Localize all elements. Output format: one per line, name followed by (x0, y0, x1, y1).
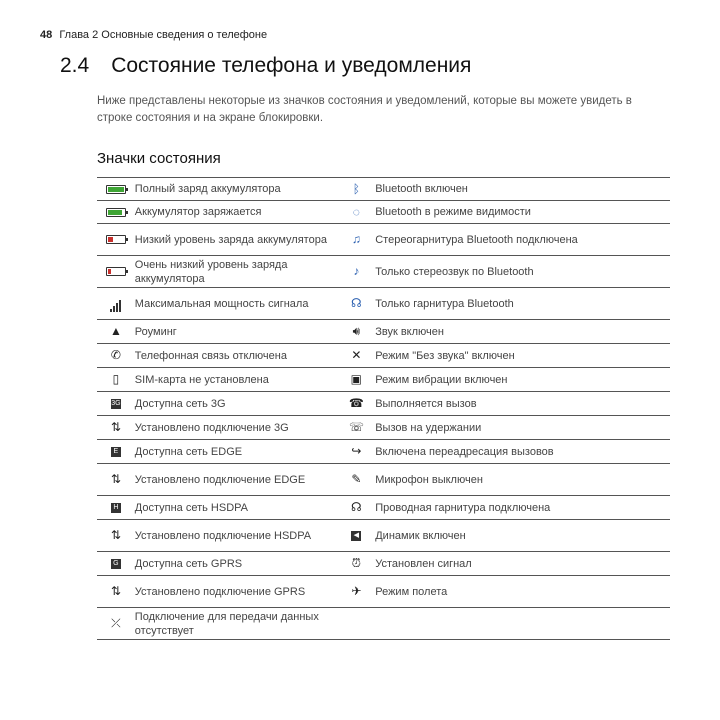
network-hsdpa-icon: H (111, 502, 121, 514)
speaker-on-icon: ◀ (351, 530, 361, 542)
section-number: 2.4 (60, 54, 90, 77)
table-row (97, 224, 670, 256)
table-row (97, 416, 670, 440)
battery-full-icon (106, 183, 126, 195)
icon-cell (337, 552, 375, 576)
icon-cell (97, 440, 135, 464)
icon-cell (97, 608, 135, 640)
alarm-icon: ⏰︎ (351, 556, 362, 570)
status-description: Режим вибрации включен (375, 368, 670, 392)
call-on-hold-icon: ☏ (348, 420, 364, 434)
status-description: Низкий уровень заряда аккумулятора (135, 224, 338, 256)
battery-charging-icon (106, 206, 126, 218)
network-edge-icon: E (111, 446, 121, 458)
call-forwarding-icon: ↪ (351, 444, 362, 458)
connected-3g-icon: ⇅ (110, 420, 121, 434)
status-description: Установлено подключение HSDPA (135, 520, 338, 552)
page-number: 48 (40, 29, 53, 41)
icon-cell (337, 256, 375, 288)
status-description: Доступна сеть EDGE (135, 440, 338, 464)
silent-mode-icon: ✕ (351, 348, 362, 362)
status-description: Включена переадресация вызовов (375, 440, 670, 464)
icon-cell (97, 178, 135, 201)
icon-cell (337, 496, 375, 520)
status-description: Динамик включен (375, 520, 670, 552)
status-description: Только стереозвук по Bluetooth (375, 256, 670, 288)
icon-cell (97, 320, 135, 344)
network-3g-icon: 3G (111, 399, 121, 407)
bluetooth-stereo-headset-icon: ♫ (351, 232, 361, 246)
icon-cell (97, 416, 135, 440)
icon-cell (97, 552, 135, 576)
status-description: Доступна сеть 3G (135, 392, 338, 416)
table-row (97, 288, 670, 320)
table-row (97, 320, 670, 344)
status-description: Аккумулятор заряжается (135, 201, 338, 224)
table-row (97, 576, 670, 608)
icon-cell (97, 344, 135, 368)
table-row (97, 392, 670, 416)
status-description: Вызов на удержании (375, 416, 670, 440)
status-description: Телефонная связь отключена (135, 344, 338, 368)
icon-cell (337, 344, 375, 368)
status-description: Выполняется вызов (375, 392, 670, 416)
vibrate-icon: ▣ (350, 372, 363, 386)
icon-cell (337, 201, 375, 224)
connected-gprs-icon: ⇅ (110, 584, 121, 598)
status-description: Установлено подключение 3G (135, 416, 338, 440)
table-row (97, 256, 670, 288)
table-row (97, 552, 670, 576)
intro-paragraph: Ниже представлены некоторые из значков состояния и уведомлений, которые вы можете увидеть в строке состояния и на экране блокировки. (97, 95, 632, 124)
icon-cell (337, 178, 375, 201)
status-description: Bluetooth включен (375, 178, 670, 201)
icon-cell (97, 520, 135, 552)
icon-cell (337, 392, 375, 416)
icon-cell (337, 576, 375, 608)
status-description: Установлено подключение EDGE (135, 464, 338, 496)
status-description: Доступна сеть HSDPA (135, 496, 338, 520)
status-description: Установлен сигнал (375, 552, 670, 576)
subheading: Значки состояния (97, 150, 221, 167)
icon-cell (97, 496, 135, 520)
status-description: Максимальная мощность сигнала (135, 288, 338, 320)
icon-cell (337, 416, 375, 440)
table-row (97, 178, 670, 201)
wired-headset-icon: ☊ (351, 500, 362, 514)
roaming-icon: ▲ (109, 324, 122, 338)
section-title (60, 54, 471, 78)
status-description: Только гарнитура Bluetooth (375, 288, 670, 320)
connected-edge-icon: ⇅ (110, 472, 121, 486)
table-row (97, 440, 670, 464)
icon-cell (337, 464, 375, 496)
icon-cell (97, 576, 135, 608)
phone-off-icon: ✆ (110, 348, 121, 362)
bluetooth-headset-only-icon: ☊ (351, 296, 362, 310)
status-description: Проводная гарнитура подключена (375, 496, 670, 520)
airplane-mode-icon: ✈ (351, 584, 362, 598)
icon-cell (337, 440, 375, 464)
status-icons-table (97, 177, 670, 640)
status-description: Доступна сеть GPRS (135, 552, 338, 576)
icon-cell (97, 256, 135, 288)
running-header (40, 29, 267, 41)
call-in-progress-icon: ☎ (348, 396, 364, 410)
table-row (97, 344, 670, 368)
battery-low-icon (106, 234, 126, 246)
table-row (97, 201, 670, 224)
icon-cell (97, 288, 135, 320)
status-description: Стереогарнитура Bluetooth подключена (375, 224, 670, 256)
icon-cell (97, 392, 135, 416)
icon-cell (97, 224, 135, 256)
status-description: Микрофон выключен (375, 464, 670, 496)
status-description: Bluetooth в режиме видимости (375, 201, 670, 224)
icon-cell (337, 520, 375, 552)
table-row (97, 368, 670, 392)
section-title-text: Состояние телефона и уведомления (111, 54, 472, 77)
icon-cell (337, 608, 375, 640)
table-row (97, 520, 670, 552)
icon-cell (97, 201, 135, 224)
icon-cell (337, 224, 375, 256)
icon-cell (337, 288, 375, 320)
bluetooth-visible-icon: ◌ (352, 204, 360, 219)
bluetooth-stereo-only-icon: ♪ (353, 264, 360, 278)
icon-cell (97, 464, 135, 496)
no-data-icon: ⤫ (111, 616, 121, 630)
table-row (97, 496, 670, 520)
chapter-title: Основные сведения о телефоне (101, 29, 268, 41)
status-description: Роуминг (135, 320, 338, 344)
status-description: Звук включен (375, 320, 670, 344)
icon-cell (97, 368, 135, 392)
status-description: Установлено подключение GPRS (135, 576, 338, 608)
status-description: SIM-карта не установлена (135, 368, 338, 392)
status-description: Режим полета (375, 576, 670, 608)
table-row (97, 608, 670, 640)
status-description: Полный заряд аккумулятора (135, 178, 338, 201)
mic-off-icon: ✎ (351, 472, 362, 486)
status-description: Режим "Без звука" включен (375, 344, 670, 368)
bluetooth-icon: ᛒ (352, 181, 360, 196)
connected-hsdpa-icon: ⇅ (110, 528, 121, 542)
battery-very-low-icon (106, 266, 126, 278)
chapter-label: Глава 2 (59, 29, 99, 41)
status-description: Подключение для передачи данных отсутствует (135, 608, 338, 640)
table-row (97, 464, 670, 496)
icon-cell (337, 368, 375, 392)
sound-on-icon: 🔊︎ (352, 324, 361, 338)
icon-cell (337, 320, 375, 344)
signal-max-icon (110, 298, 122, 310)
no-sim-icon: ▯ (112, 372, 120, 386)
network-gprs-icon: G (111, 558, 121, 570)
status-description: Очень низкий уровень заряда аккумулятора (135, 256, 338, 288)
status-description (375, 608, 670, 640)
